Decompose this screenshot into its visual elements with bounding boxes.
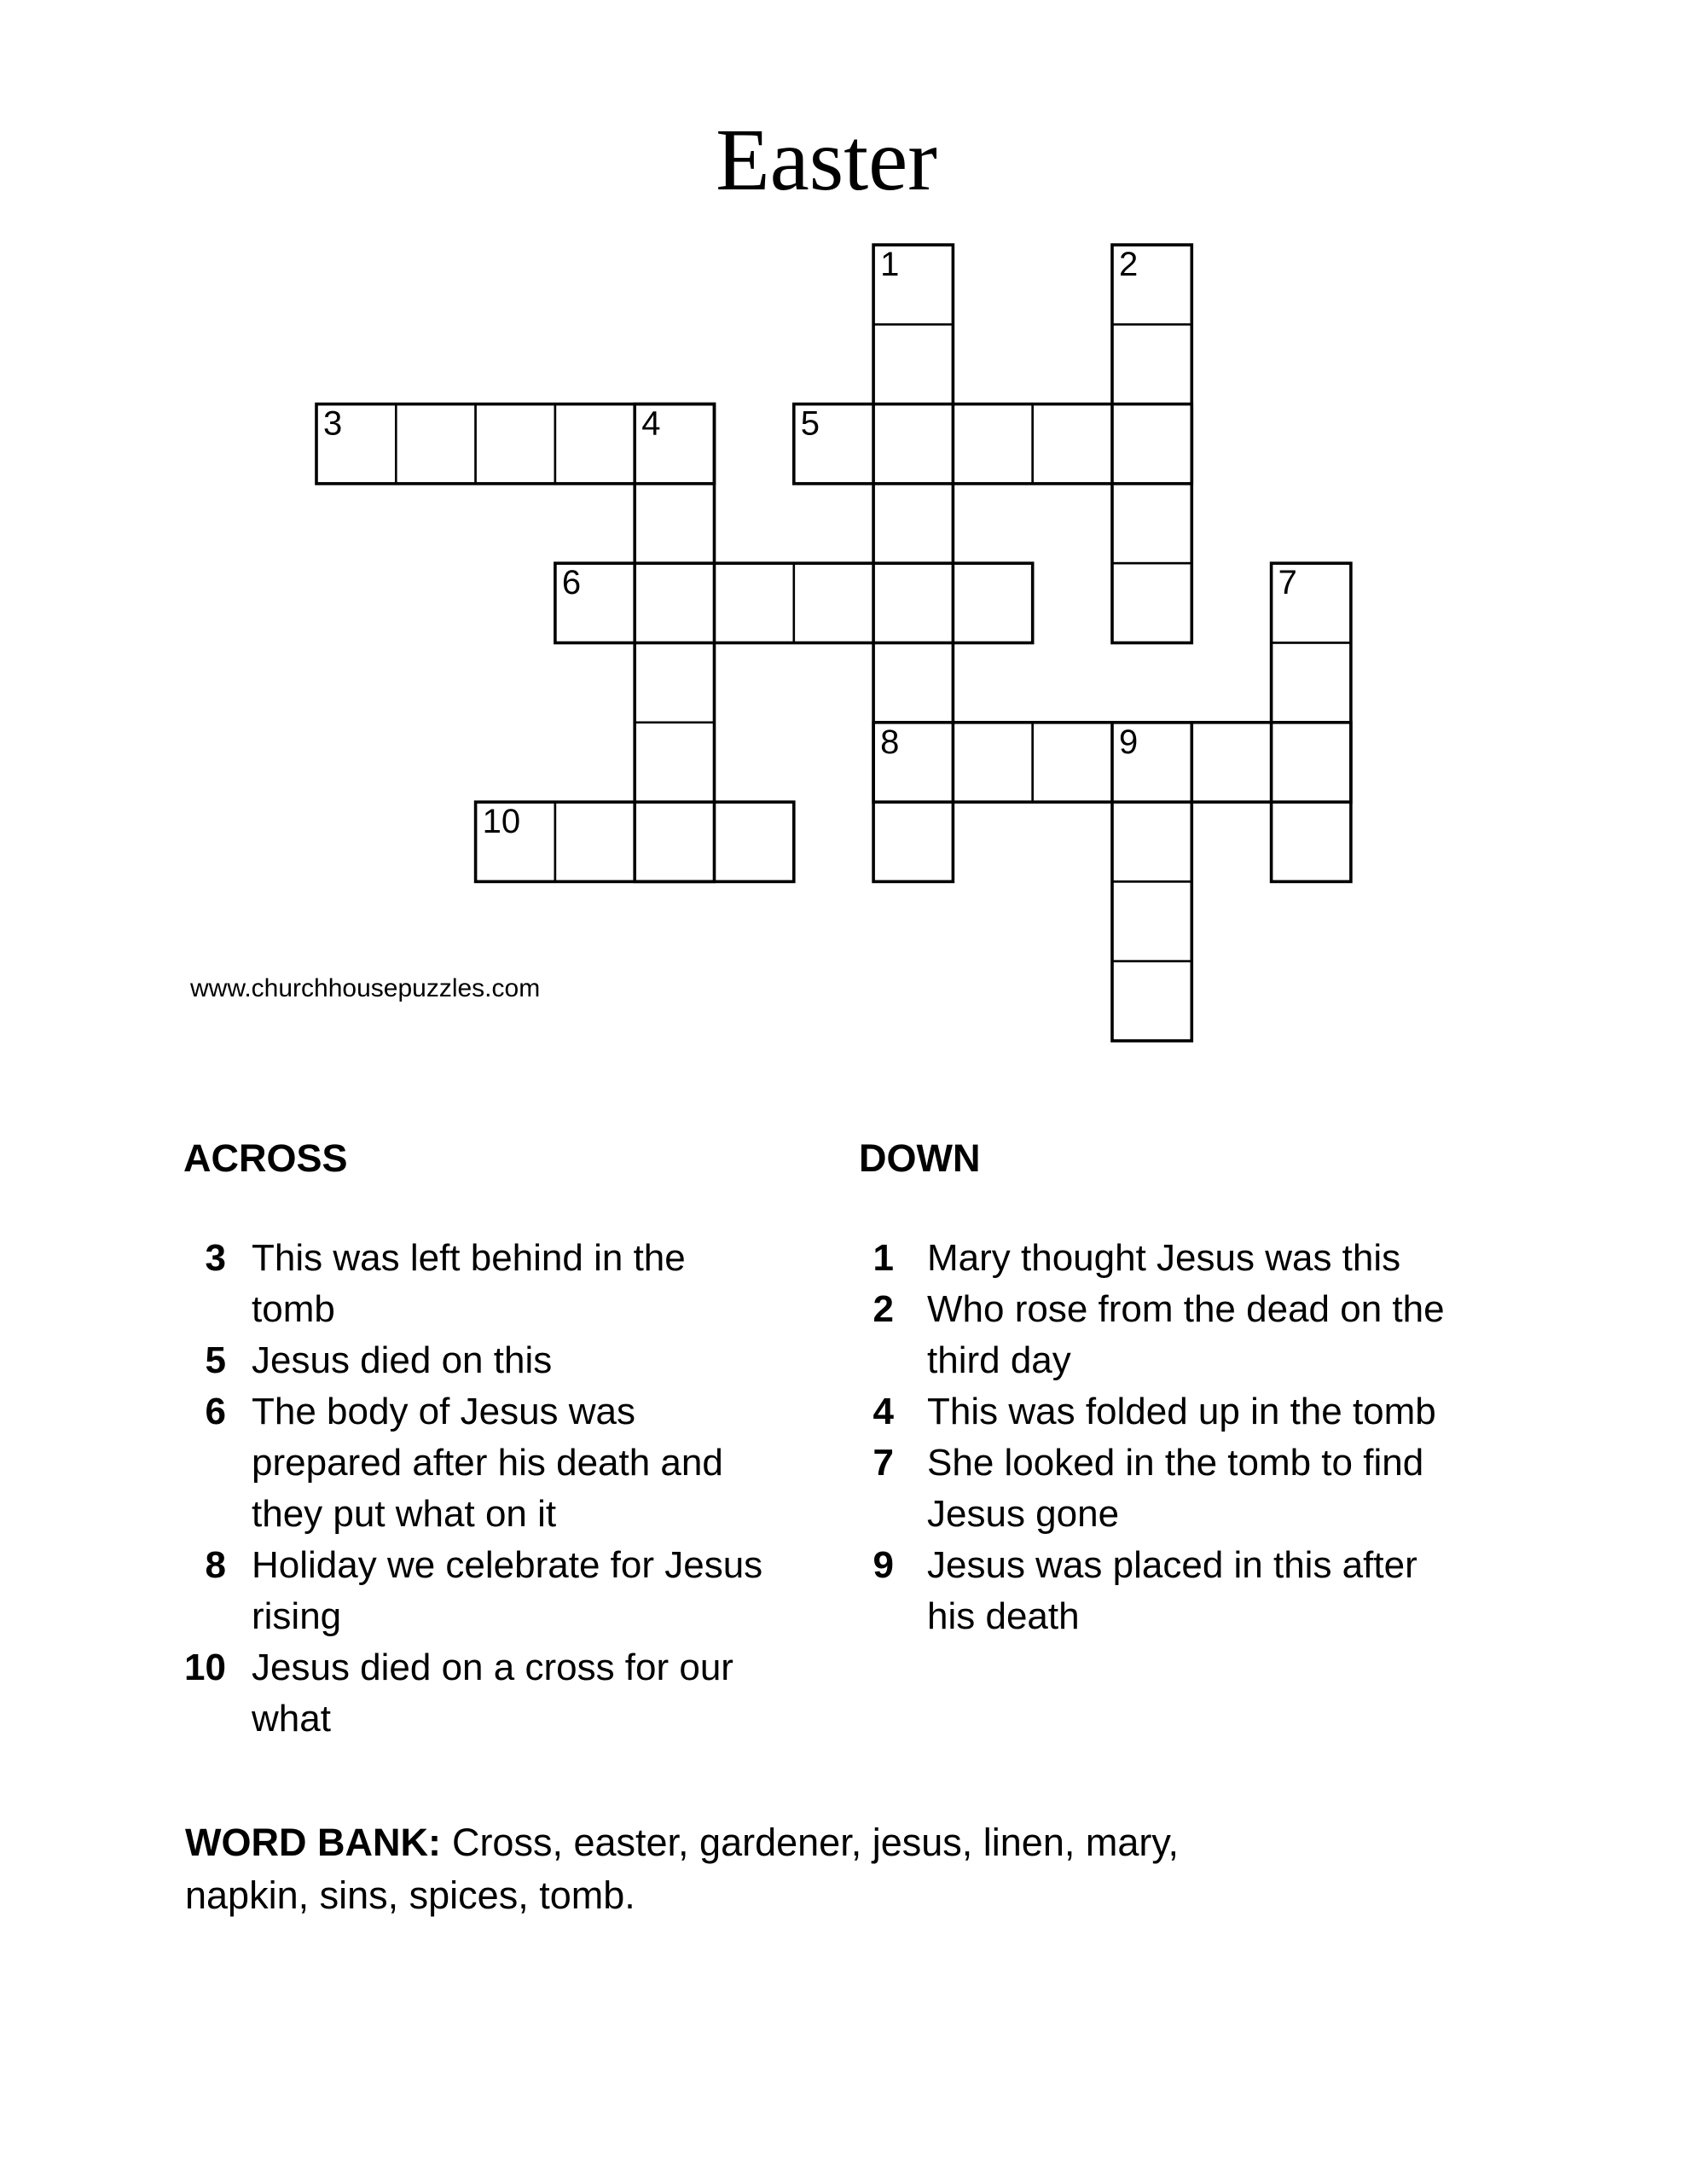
clue-line [832, 1284, 1445, 1335]
clue-number: 8 [205, 1544, 226, 1586]
clue-text: Jesus gone [927, 1493, 1120, 1535]
clue-number: 3 [205, 1237, 226, 1279]
clue-line [832, 1591, 1445, 1642]
clue-number: 4 [872, 1391, 894, 1432]
clue-number [832, 1591, 894, 1642]
page-title: Easter [716, 111, 937, 209]
grid-cell[interactable] [873, 563, 953, 642]
clue-number [154, 1284, 226, 1335]
clue-text: third day [927, 1339, 1071, 1381]
across-clue-list [154, 1233, 762, 1745]
grid-cell[interactable] [635, 802, 714, 881]
grid-cell[interactable] [1112, 961, 1191, 1041]
cell-number: 5 [800, 404, 820, 443]
clue-line [154, 1335, 762, 1386]
clue-number [154, 1591, 226, 1642]
cell-number: 4 [641, 404, 661, 443]
word-bank-label: WORD BANK: [185, 1821, 441, 1864]
clue-line [154, 1693, 762, 1745]
clue-number: 1 [872, 1237, 894, 1279]
across-heading: ACROSS [183, 1136, 348, 1180]
clue-text: his death [927, 1595, 1080, 1637]
grid-cell[interactable] [1272, 643, 1351, 723]
clue-text: This was left behind in the [252, 1237, 686, 1279]
clue-number [832, 1335, 894, 1386]
grid-cell[interactable] [794, 563, 873, 642]
cell-number: 8 [880, 723, 900, 761]
grid-cell[interactable] [1272, 723, 1351, 802]
clue-line [154, 1642, 762, 1693]
grid-cell[interactable] [1112, 484, 1191, 563]
clue-number: 10 [184, 1647, 226, 1688]
clue-text: what [252, 1698, 331, 1740]
grid-cell[interactable] [873, 484, 953, 563]
cell-number: 3 [323, 404, 343, 443]
clue-line [154, 1438, 762, 1489]
grid-cell[interactable] [635, 643, 714, 723]
clue-text: prepared after his death and [252, 1442, 723, 1484]
clue-line [154, 1284, 762, 1335]
grid-cell[interactable] [873, 404, 953, 484]
clue-number: 5 [205, 1339, 226, 1381]
clue-text: they put what on it [252, 1493, 557, 1535]
clue-text: Who rose from the dead on the [927, 1288, 1445, 1330]
clue-line [832, 1233, 1445, 1284]
word-bank-line [185, 1816, 1179, 1869]
cell-number: 6 [561, 564, 582, 602]
clue-line [154, 1233, 762, 1284]
clue-text: Mary thought Jesus was this [927, 1237, 1401, 1279]
grid-cell[interactable] [953, 723, 1032, 802]
grid-cell[interactable] [953, 404, 1032, 484]
cell-number: 2 [1119, 246, 1139, 283]
grid-cell[interactable] [1112, 881, 1191, 961]
clue-line [832, 1386, 1445, 1438]
grid-cell[interactable] [1272, 802, 1351, 881]
down-heading: DOWN [859, 1136, 981, 1180]
word-bank [185, 1816, 1179, 1922]
grid-cell[interactable] [873, 802, 953, 881]
grid-cell[interactable] [715, 802, 794, 881]
clue-line [832, 1335, 1445, 1386]
cell-number: 10 [482, 803, 521, 841]
grid-cell[interactable] [953, 563, 1032, 642]
grid-cell[interactable] [873, 643, 953, 723]
clue-text: Jesus died on a cross for our [252, 1647, 733, 1688]
clue-line [154, 1591, 762, 1642]
grid-cell[interactable] [1112, 802, 1191, 881]
clue-line [154, 1540, 762, 1591]
clue-text: tomb [252, 1288, 335, 1330]
clue-line [832, 1489, 1445, 1540]
clue-text: This was folded up in the tomb [927, 1391, 1436, 1432]
word-bank-line: napkin, sins, spices, tomb. [185, 1873, 635, 1917]
clue-number: 7 [872, 1442, 894, 1484]
grid-cell[interactable] [396, 404, 475, 484]
grid-cell[interactable] [1033, 404, 1112, 484]
grid-cell[interactable] [1112, 404, 1191, 484]
clue-line [832, 1438, 1445, 1489]
grid-cell[interactable] [1112, 563, 1191, 642]
grid-cell[interactable] [1191, 723, 1271, 802]
clue-text: She looked in the tomb to find [927, 1442, 1424, 1484]
grid-cell[interactable] [873, 324, 953, 404]
grid-cell[interactable] [635, 484, 714, 563]
clue-number: 2 [872, 1288, 894, 1330]
clue-number: 6 [205, 1391, 226, 1432]
grid-cell[interactable] [1033, 723, 1112, 802]
cell-number: 7 [1278, 564, 1297, 602]
clue-text: The body of Jesus was [252, 1391, 636, 1432]
clue-number [154, 1489, 226, 1540]
site-url: www.churchhousepuzzles.com [190, 974, 541, 1002]
clue-text: Jesus was placed in this after [927, 1544, 1417, 1586]
cell-number: 9 [1119, 723, 1139, 761]
clue-number [832, 1489, 894, 1540]
clue-number [154, 1693, 226, 1745]
clue-line [154, 1489, 762, 1540]
grid-cell[interactable] [1112, 324, 1191, 404]
grid-cell[interactable] [555, 802, 635, 881]
clue-text: Holiday we celebrate for Jesus [252, 1544, 763, 1586]
grid-cell[interactable] [555, 404, 635, 484]
clue-line [154, 1386, 762, 1438]
clue-number [154, 1438, 226, 1489]
grid-cell[interactable] [476, 404, 555, 484]
grid-cell[interactable] [635, 723, 714, 802]
clue-line [832, 1540, 1445, 1591]
cell-number: 1 [880, 246, 900, 283]
clue-number: 9 [872, 1544, 894, 1586]
down-clue-list [832, 1233, 1445, 1642]
grid-cell[interactable] [715, 563, 794, 642]
clue-text: Jesus died on this [252, 1339, 553, 1381]
grid-cell[interactable] [635, 563, 714, 642]
clue-text: rising [252, 1595, 342, 1637]
word-bank-words: Cross, easter, gardener, jesus, linen, mary, [451, 1821, 1180, 1864]
